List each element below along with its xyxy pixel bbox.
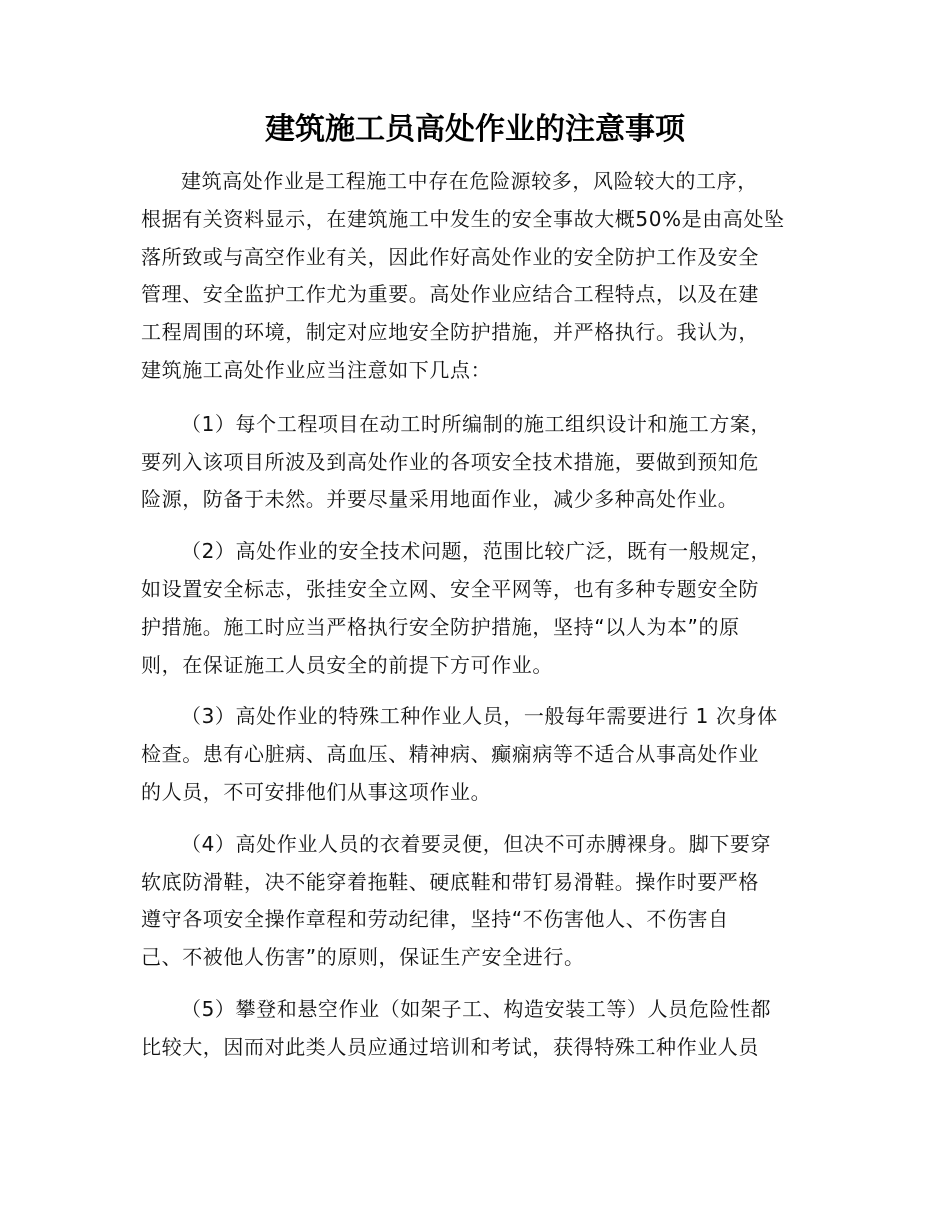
text-line: 则，在保证施工人员安全的前提下方可作业。: [141, 652, 553, 677]
document-body: [141, 163, 809, 1081]
text-line: 护措施。施工时应当严格执行安全防护措施，坚持“以人为本”的原: [141, 614, 740, 639]
intro-paragraph: [141, 163, 809, 390]
text-line: 软底防滑鞋，决不能穿着拖鞋、硬底鞋和带钉易滑鞋。操作时要严格: [141, 869, 759, 894]
item-paragraph-4: [141, 826, 809, 977]
item-paragraph-2: [141, 533, 809, 684]
text-line: （1）每个工程项目在动工时所编制的施工组织设计和施工方案，: [181, 411, 772, 436]
text-line: 比较大，因而对此类人员应通过培训和考试，获得特殊工种作业人员: [141, 1034, 759, 1059]
text-line: （4）高处作业人员的衣着要灵便，但决不可赤膊裸身。脚下要穿: [181, 831, 772, 856]
text-line: 遵守各项安全操作章程和劳动纪律，坚持“不伤害他人、不伤害自: [141, 907, 729, 932]
text-line: 落所致或与高空作业有关，因此作好高处作业的安全防护工作及安全: [141, 244, 759, 269]
text-line: 己、不被他人伤害”的原则，保证生产安全进行。: [141, 945, 585, 970]
text-line: 根据有关资料显示，在建筑施工中发生的安全事故大概50%是由高处坠: [141, 206, 785, 231]
text-line: 建筑高处作业是工程施工中存在危险源较多，风险较大的工序，: [181, 169, 758, 193]
text-line: （2）高处作业的安全技术问题，范围比较广泛，既有一般规定，: [181, 539, 772, 564]
text-line: 险源，防备于未然。并要尽量采用地面作业，减少多种高处作业。: [141, 487, 739, 512]
text-line: 的人员，不可安排他们从事这项作业。: [141, 779, 492, 804]
text-line: 检查。患有心脏病、高血压、精神病、癫痫病等不适合从事高处作业: [141, 742, 759, 767]
text-line: （5）攀登和悬空作业（如架子工、构造安装工等）人员危险性都: [181, 996, 772, 1021]
text-line: 如设置安全标志，张挂安全立网、安全平网等，也有多种专题安全防: [141, 576, 759, 601]
item-paragraph-3: [141, 698, 809, 811]
text-line: 管理、安全监护工作尤为重要。高处作业应结合工程特点，以及在建: [141, 282, 759, 307]
text-line: 要列入该项目所波及到高处作业的各项安全技术措施，要做到预知危: [141, 449, 759, 474]
item-paragraph-1: [141, 406, 809, 519]
document-title: 建筑施工员高处作业的注意事项: [265, 112, 685, 147]
text-line: （3）高处作业的特殊工种作业人员，一般每年需要进行 1 次身体: [181, 704, 778, 729]
text-line: 工程周围的环境，制定对应地安全防护措施，并严格执行。我认为，: [141, 320, 759, 345]
text-line: 建筑施工高处作业应当注意如下几点：: [141, 357, 492, 382]
item-paragraph-5: [141, 991, 809, 1067]
